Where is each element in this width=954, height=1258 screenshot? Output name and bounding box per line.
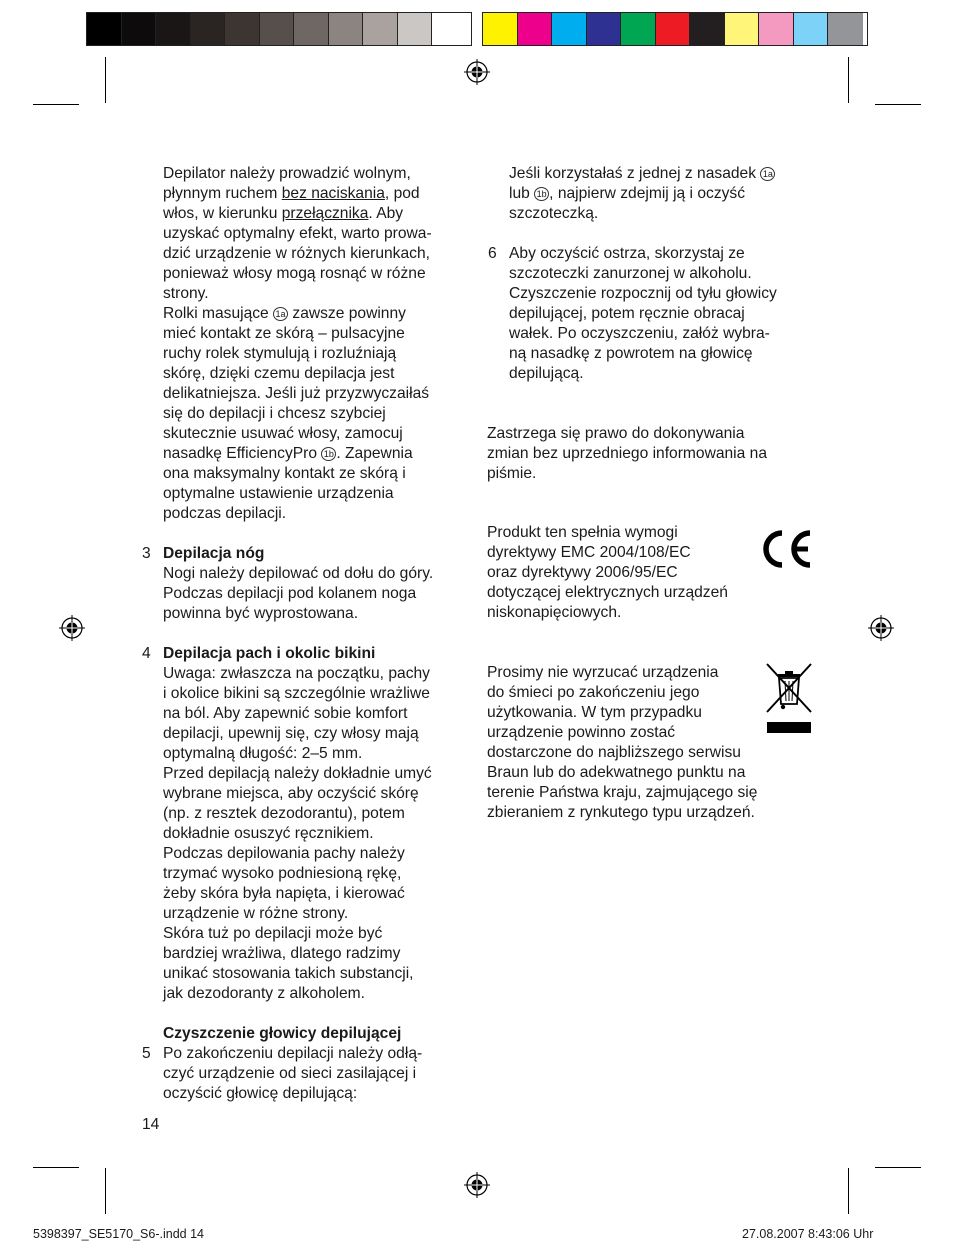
text-line: optymalną długość: 2–5 mm. bbox=[163, 745, 363, 762]
text-line: się do depilacji i chcesz szybciej bbox=[163, 405, 386, 422]
text-line: szczoteczką. bbox=[509, 205, 599, 222]
registration-mark-icon bbox=[464, 1172, 490, 1198]
text-line: urządzenie powinno zostać bbox=[487, 724, 676, 741]
text-line: depilującą. bbox=[509, 365, 584, 382]
text-line: szczoteczki zanurzonej w alkoholu. bbox=[509, 265, 752, 282]
ce-mark-icon bbox=[760, 527, 814, 571]
text-line: optymalne ustawienie urządzenia bbox=[163, 485, 394, 502]
right-column bbox=[488, 164, 819, 384]
page-number: 14 bbox=[142, 1116, 160, 1133]
color-swatch bbox=[398, 13, 433, 45]
text-line: płynnym ruchem bbox=[163, 185, 282, 202]
color-swatch bbox=[294, 13, 329, 45]
crop-mark bbox=[105, 1168, 106, 1214]
text-line: oraz dyrektywy 2006/95/EC bbox=[487, 564, 678, 581]
intro-paragraph bbox=[163, 164, 473, 524]
text-line: Zastrzega się prawo do dokonywania bbox=[487, 425, 745, 442]
text-line: niskonapięciowych. bbox=[487, 604, 622, 621]
text-line: zawsze powinny bbox=[288, 305, 406, 322]
color-swatch bbox=[260, 13, 295, 45]
text-line: ruchy rolek stymulują i rozluźniają bbox=[163, 345, 397, 362]
text-line: podczas depilacji. bbox=[163, 505, 287, 522]
step-heading: Depilacja pach i okolic bikini bbox=[163, 645, 376, 662]
color-swatch bbox=[725, 13, 760, 45]
text-line: jak dezodoranty z alkoholem. bbox=[163, 985, 365, 1002]
text-line: Nogi należy depilować od dołu do góry. bbox=[163, 565, 434, 582]
ce-compliance-text bbox=[487, 523, 787, 623]
text-line: Depilator należy prowadzić wolnym, bbox=[163, 165, 411, 182]
text-line: lub bbox=[509, 185, 535, 202]
text-line: , najpierw zdejmij ją i oczyść bbox=[549, 185, 746, 202]
color-swatch bbox=[87, 13, 122, 45]
text-line: na ból. Aby zapewnić sobie komfort bbox=[163, 705, 408, 722]
text-line: depilacji, upewnij się, czy włosy mają bbox=[163, 725, 419, 742]
text-line: trzymać wysoko podniesioną rękę, bbox=[163, 865, 402, 882]
crossed-out-bin-icon bbox=[765, 662, 813, 734]
grayscale-color-bar bbox=[86, 12, 472, 46]
crop-mark bbox=[848, 57, 849, 103]
text-line: strony. bbox=[163, 285, 209, 302]
color-swatch bbox=[518, 13, 553, 45]
text-line: Prosimy nie wyrzucać urządzenia bbox=[487, 664, 719, 681]
text-line: wałek. Po oczyszczeniu, załóż wybra- bbox=[509, 325, 770, 342]
step-5 bbox=[142, 1044, 473, 1104]
text-line: Czyszczenie rozpocznij od tyłu głowicy bbox=[509, 285, 777, 302]
color-swatch bbox=[432, 13, 467, 45]
crop-mark bbox=[33, 1167, 79, 1168]
color-swatch bbox=[156, 13, 191, 45]
registration-mark-icon bbox=[868, 615, 894, 641]
text-line: i okolice bikini są szczególnie wrażliwe bbox=[163, 685, 430, 702]
text-line: dokładnie osuszyć ręcznikiem. bbox=[163, 825, 374, 842]
text-line: Podczas depilacji pod kolanem noga bbox=[163, 585, 417, 602]
text-line: użytkowania. W tym przypadku bbox=[487, 704, 702, 721]
text-line: urządzenie w różne strony. bbox=[163, 905, 349, 922]
text-line: Jeśli korzystałaś z jednej z nasadek bbox=[509, 165, 761, 182]
text-line: ną nasadkę z powrotem na głowicę bbox=[509, 345, 753, 362]
color-swatch bbox=[191, 13, 226, 45]
step-number: 6 bbox=[488, 245, 497, 262]
text-line: zbieraniem z rynkutego typu urządzeń. bbox=[487, 804, 755, 821]
text-line: unikać stosowania takich substancji, bbox=[163, 965, 414, 982]
footer-timestamp: 27.08.2007 8:43:06 Uhr bbox=[742, 1227, 874, 1241]
text-line: nasadkę EfficiencyPro bbox=[163, 445, 322, 462]
step-number: 3 bbox=[142, 545, 151, 562]
step-heading: Depilacja nóg bbox=[163, 545, 265, 562]
text-line: włos, w kierunku bbox=[163, 205, 282, 222]
step-6 bbox=[488, 244, 819, 384]
text-line: delikatniejsza. Jeśli już przyzwyczaiłaś bbox=[163, 385, 430, 402]
text-line: do śmieci po zakończeniu jego bbox=[487, 684, 700, 701]
color-swatch bbox=[329, 13, 364, 45]
text-line: wybrane miejsca, aby oczyścić skórę bbox=[163, 785, 419, 802]
text-line: dzić urządzenie w różnych kierunkach, bbox=[163, 245, 430, 262]
registration-mark-icon bbox=[59, 615, 85, 641]
text-line: . Aby bbox=[368, 205, 404, 222]
text-line: uzyskać optymalny efekt, warto prowa- bbox=[163, 225, 432, 242]
text-line: ponieważ włosy mogą rosnąć w różne bbox=[163, 265, 426, 282]
text-line: dostarczone do najbliższego serwisu bbox=[487, 744, 741, 761]
color-swatch bbox=[122, 13, 157, 45]
color-swatch bbox=[225, 13, 260, 45]
crop-mark bbox=[33, 104, 79, 105]
underlined-text: przełącznika bbox=[281, 205, 369, 222]
color-swatch bbox=[552, 13, 587, 45]
text-line: żeby skóra była napięta, i kierować bbox=[163, 885, 405, 902]
process-color-bar bbox=[482, 12, 868, 46]
text-line: zmian bez uprzedniego informowania na bbox=[487, 445, 767, 462]
crop-mark bbox=[848, 1168, 849, 1214]
text-line: ona maksymalny kontakt ze skórą i bbox=[163, 465, 406, 482]
text-line: powinna być wyprostowana. bbox=[163, 605, 359, 622]
text-line: skórę, dzięki czemu depilacja jest bbox=[163, 365, 395, 382]
footer-filename: 5398397_SE5170_S6-.indd 14 bbox=[33, 1227, 204, 1241]
color-swatch bbox=[828, 13, 863, 45]
text-line: dotyczącej elektrycznych urządzeń bbox=[487, 584, 728, 601]
step-3 bbox=[142, 544, 473, 624]
text-line: Rolki masujące bbox=[163, 305, 274, 322]
text-line: Braun lub do adekwatnego punktu na bbox=[487, 764, 746, 781]
crop-mark bbox=[875, 1167, 921, 1168]
crop-mark bbox=[105, 57, 106, 103]
step-number: 4 bbox=[142, 645, 151, 662]
text-line: (np. z resztek dezodorantu), potem bbox=[163, 805, 405, 822]
text-line: Podczas depilowania pachy należy bbox=[163, 845, 405, 862]
color-swatch bbox=[690, 13, 725, 45]
text-line: terenie Państwa kraju, zajmującego się bbox=[487, 784, 758, 801]
color-swatch bbox=[759, 13, 794, 45]
figure-ref-1a: 1a bbox=[760, 167, 775, 181]
text-line: . Zapewnia bbox=[336, 445, 413, 462]
color-swatch bbox=[483, 13, 518, 45]
color-swatch bbox=[656, 13, 691, 45]
text-line: oczyścić głowicę depilującą: bbox=[163, 1085, 358, 1102]
color-swatch bbox=[587, 13, 622, 45]
text-line: czyć urządzenie od sieci zasilającej i bbox=[163, 1065, 417, 1082]
underlined-text: bez naciskania bbox=[281, 185, 385, 202]
color-swatch bbox=[621, 13, 656, 45]
section-heading: Czyszczenie głowicy depilującej bbox=[163, 1025, 402, 1042]
text-line: depilującej, potem ręcznie obracaj bbox=[509, 305, 745, 322]
figure-ref-1a: 1a bbox=[273, 307, 288, 321]
step-4 bbox=[142, 644, 473, 1004]
text-line: dyrektywy EMC 2004/108/EC bbox=[487, 544, 691, 561]
text-line: Po zakończeniu depilacji należy odłą- bbox=[163, 1045, 423, 1062]
text-line: Skóra tuż po depilacji może być bbox=[163, 925, 383, 942]
figure-ref-1b: 1b bbox=[321, 447, 336, 461]
left-column bbox=[142, 164, 473, 1104]
text-line: Aby oczyścić ostrza, skorzystaj ze bbox=[509, 245, 745, 262]
text-line: skutecznie usuwać włosy, zamocuj bbox=[163, 425, 403, 442]
color-swatch bbox=[363, 13, 398, 45]
text-line: Przed depilacją należy dokładnie umyć bbox=[163, 765, 432, 782]
text-line: , pod bbox=[384, 185, 420, 202]
registration-mark-icon bbox=[464, 59, 490, 85]
text-line: Uwaga: zwłaszcza na początku, pachy bbox=[163, 665, 430, 682]
figure-ref-1b: 1b bbox=[534, 187, 549, 201]
color-swatch bbox=[794, 13, 829, 45]
reserve-notice bbox=[487, 424, 817, 484]
text-line: bardziej wrażliwa, dlatego radzimy bbox=[163, 945, 401, 962]
text-line: piśmie. bbox=[487, 465, 537, 482]
text-line: mieć kontakt ze skórą – pulsacyjne bbox=[163, 325, 405, 342]
step-number: 5 bbox=[142, 1045, 151, 1062]
text-line: Produkt ten spełnia wymogi bbox=[487, 524, 678, 541]
crop-mark bbox=[875, 104, 921, 105]
